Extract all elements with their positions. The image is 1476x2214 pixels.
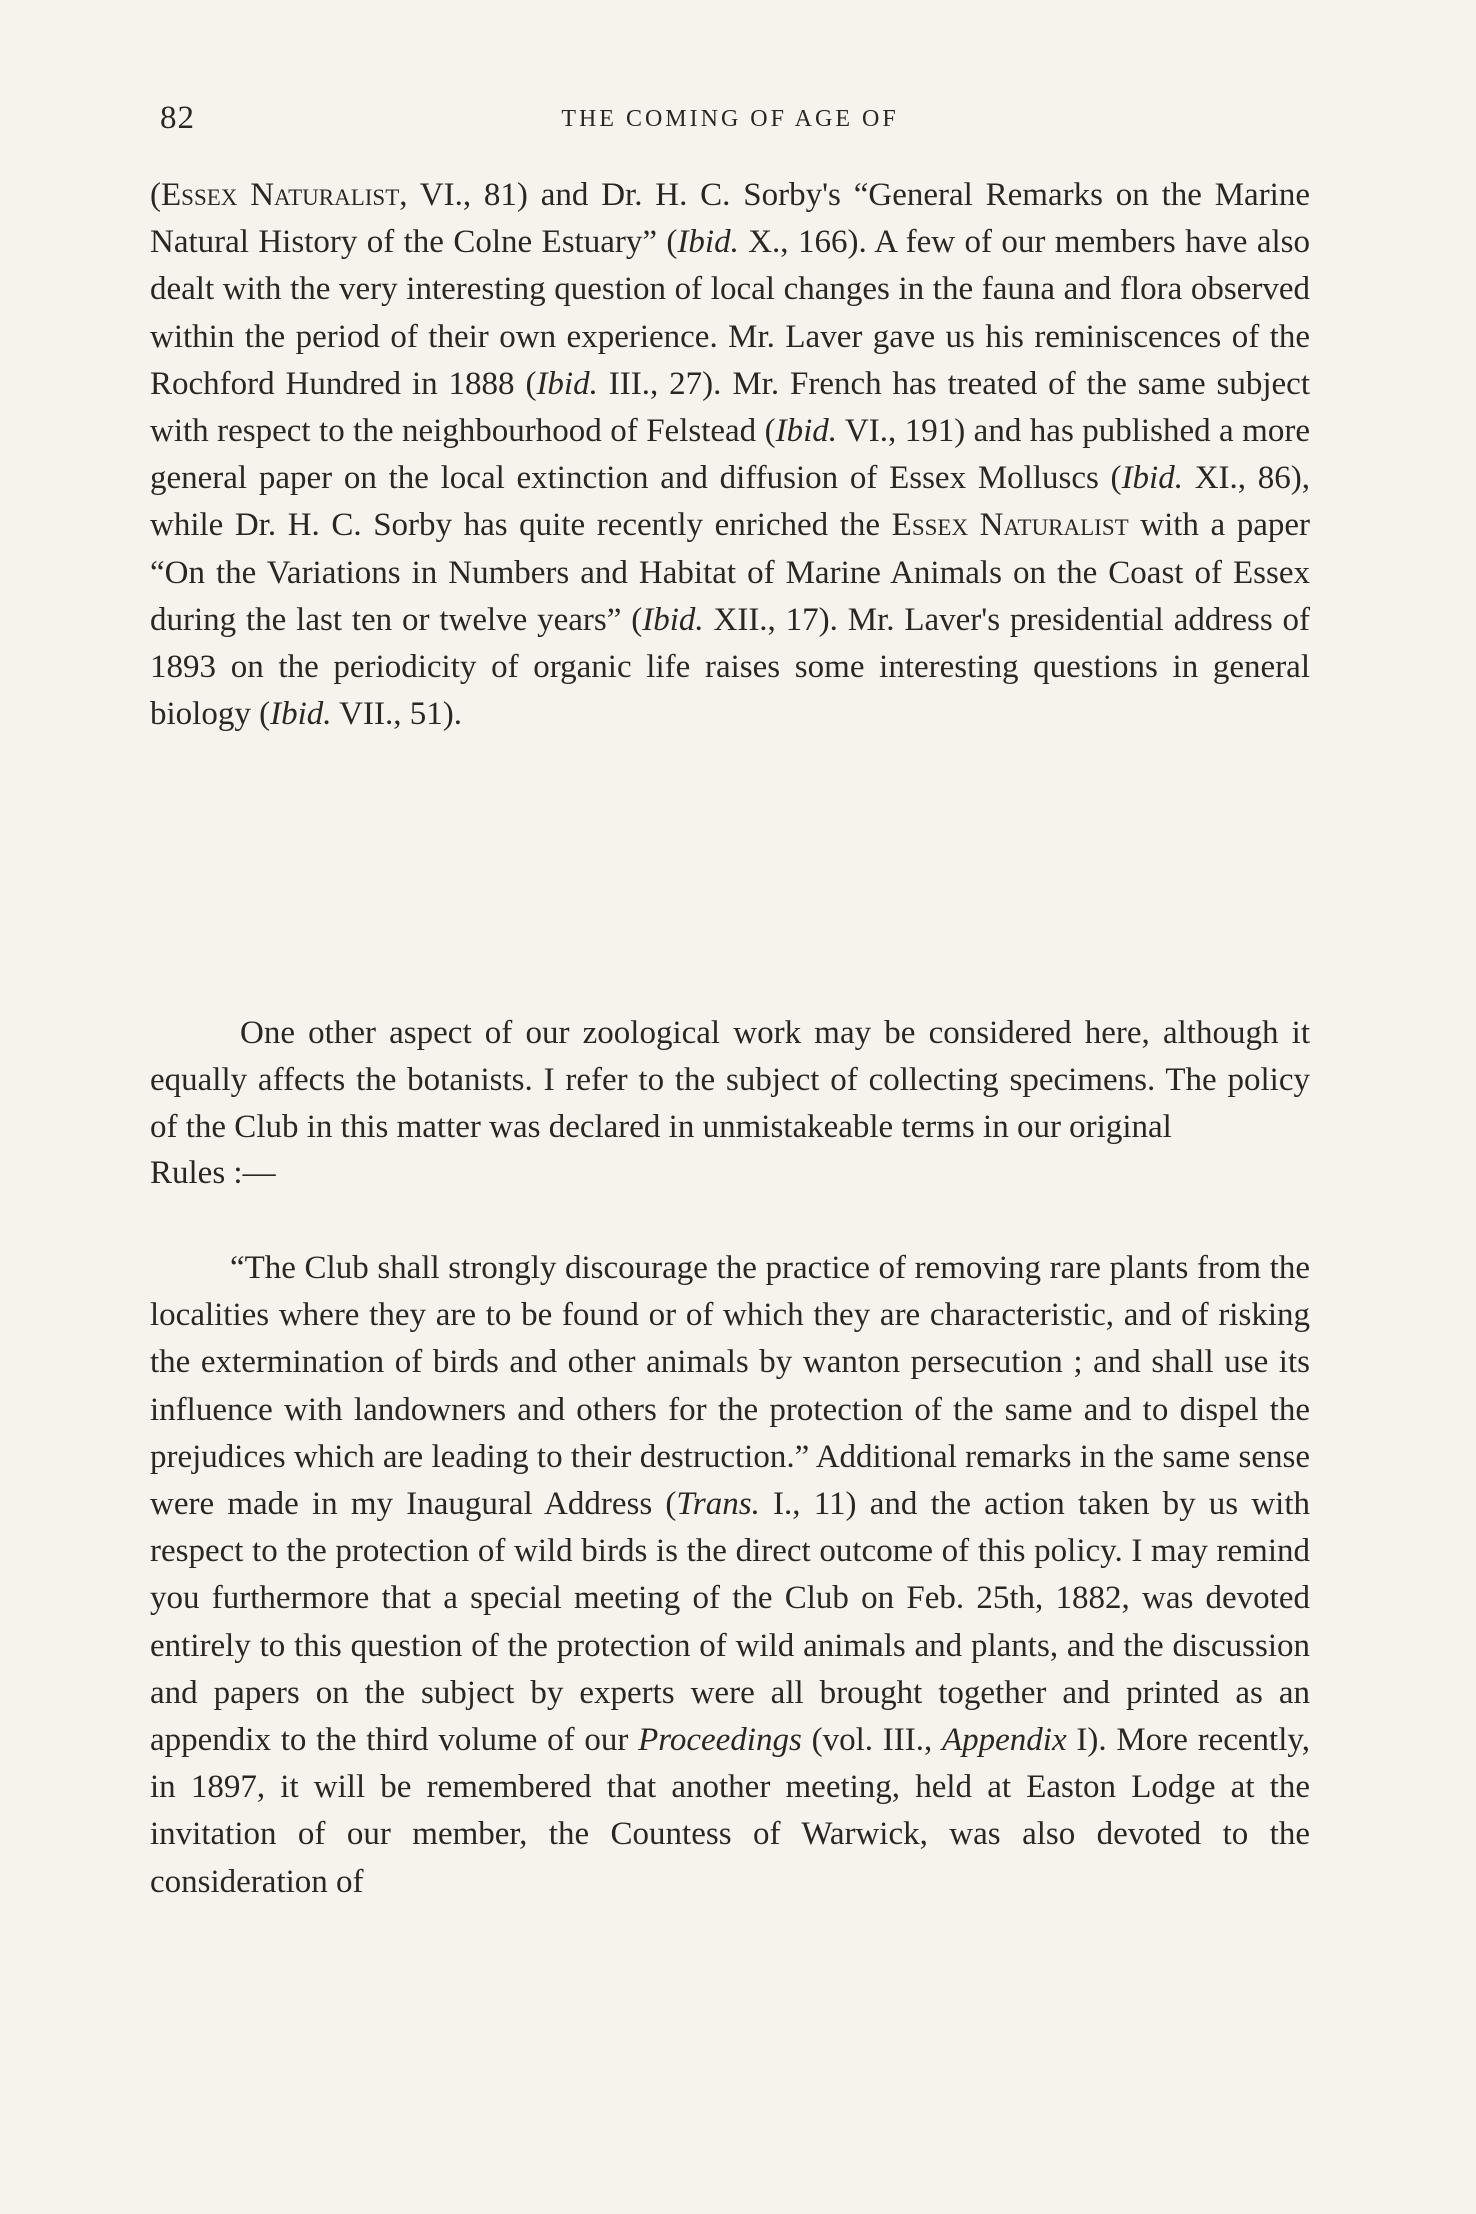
text-run: Rules :—: [150, 1155, 276, 1191]
paragraph-text: [150, 1010, 1310, 1152]
running-head: [150, 100, 1310, 150]
text-run: , VI., 81) and Dr. H. C. Sorby's “General Remarks on the Marine Natural History of the Colne Estuary” (: [150, 177, 1311, 261]
italic-reference: Ibid.: [775, 413, 838, 450]
italic-reference: Ibid.: [270, 696, 332, 733]
paragraph-text: [150, 172, 1310, 738]
paragraph-club-rule-quote: [150, 1245, 1310, 1906]
page-number: 82: [160, 100, 195, 136]
text-run: with a paper “On the Variations in Numbers and Habitat of Marine Animals on the Coast of Essex during the last ten or twelve years” (: [150, 507, 1311, 638]
text-run: VI., 191) and has published a more general paper on the local extinction and diffusion of Essex Molluscs (: [150, 413, 1310, 497]
rules-line: [150, 1150, 1310, 1197]
text-run: VII., 51).: [331, 696, 462, 733]
italic-reference: Ibid.: [1121, 460, 1183, 497]
text-run: X., 166). A few of our members have also dealt with the very interesting question of local changes in the fauna and flora observed within the period of their own experience. Mr. Laver gave us his reminiscences of the Rochford Hundred in 1888 (: [150, 224, 1311, 402]
running-title: THE COMING OF AGE OF: [561, 106, 899, 132]
paragraph-collecting-specimens: [150, 1010, 1310, 1152]
text-run: (: [150, 177, 161, 213]
text-run: (vol. III.,: [801, 1722, 942, 1759]
text-run: XI., 86), while Dr. H. C. Sorby has quite recently enriched the: [150, 460, 1311, 544]
italic-reference: Ibid.: [677, 224, 739, 261]
text-run: “The Club shall strongly discourage the practice of removing rare plants from the localities where they are to be found or of which they are characteristic, and of risking the extermination of birds and other animals by wanton persecution ; and shall use its influence with landowners and others for the protection of the same and to dispel the prejudices which are leading to their destruction.” Additional remarks in the same sense were made in my Inaugural Address (: [150, 1250, 1310, 1523]
text-run: One other aspect of our zoological work may be considered here, although it equally affects the botanists. I refer to the subject of collecting specimens. The policy of the Club in this matter was declared in unmistakeable terms in our original: [150, 1015, 1310, 1146]
paragraph-text: [150, 1150, 1310, 1197]
italic-reference: Ibid.: [642, 601, 704, 638]
italic-reference: Proceedings: [638, 1722, 802, 1759]
journal-title: Essex Naturalist: [891, 507, 1129, 544]
text-run: I). More recently, in 1897, it will be remembered that another meeting, held at Easton Lodge at the invitation of our member, the Countess of Warwick, was also devoted to the consideration of: [150, 1722, 1310, 1900]
italic-reference: Appendix: [941, 1722, 1067, 1759]
italic-reference: Trans.: [676, 1486, 760, 1523]
paragraph-text: [150, 1245, 1310, 1906]
text-run: XII., 17). Mr. Laver's presidential address of 1893 on the periodicity of organic life raises some interesting questions in general biology (: [150, 601, 1310, 733]
paragraph-local-changes: [150, 172, 1310, 738]
journal-title: Essex Naturalist: [161, 177, 400, 213]
italic-reference: Ibid.: [536, 365, 598, 402]
text-run: III., 27). Mr. French has treated of the same subject with respect to the neighbourhood of Felstead (: [150, 365, 1310, 450]
text-run: I., 11) and the action taken by us with respect to the protection of wild birds is the direct outcome of this policy. I may remind you furthermore that a special meeting of the Club on Feb. 25th, 1882, was devoted entirely to this question of the protection of wild animals and plants, and the discussion and papers on the subject by experts were all brought together and printed as an appendix to the third volume of our: [150, 1486, 1310, 1759]
